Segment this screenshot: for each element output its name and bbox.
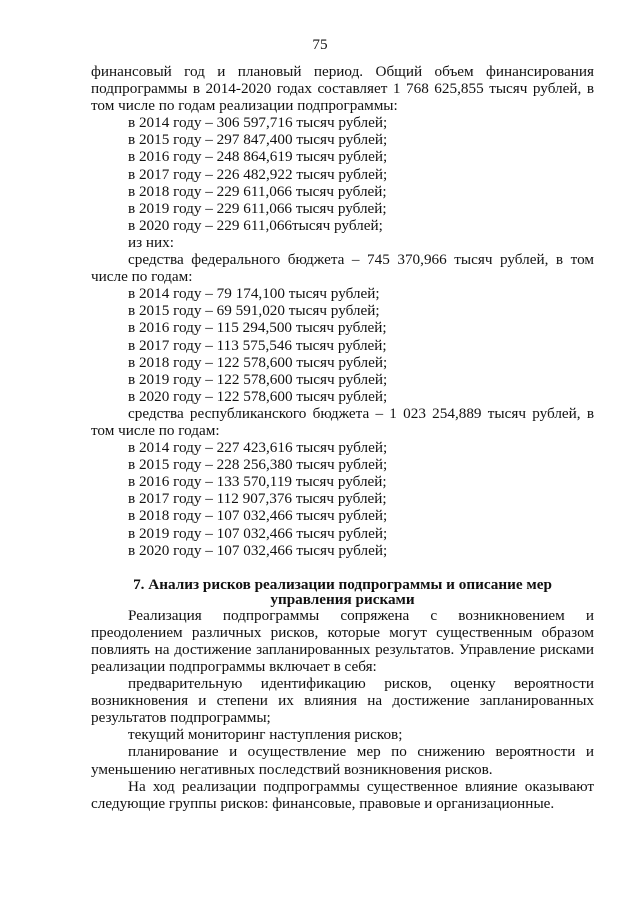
list-item: в 2019 году – 107 032,466 тысяч рублей; (128, 524, 388, 542)
republic-budget-paragraph: средства республиканского бюджета – 1 023 254,889 тысяч рублей, в том числе по годам: (91, 404, 594, 439)
list-item: в 2017 году – 112 907,376 тысяч рублей; (128, 490, 387, 508)
list-item: в 2014 году – 79 174,100 тысяч рублей; (128, 285, 380, 303)
page-number: 75 (312, 36, 328, 53)
document-body (91, 63, 594, 812)
risk-paragraph: планирование и осуществление мер по снижению вероятности и уменьшению негативных последствий возникновения рисков. (91, 743, 594, 778)
federal-funding-list (91, 285, 594, 405)
list-item: в 2015 году – 69 591,020 тысяч рублей; (128, 302, 380, 320)
total-funding-list (91, 114, 594, 234)
funding-intro-paragraph: финансовый год и плановый период. Общий объем финансирования подпрограммы в 2014-2020 годах составляет 1 768 625,855 тысяч рублей, в том числе по годам реализации подпрограммы: (91, 63, 594, 115)
list-item: в 2014 году – 227 423,616 тысяч рублей; (128, 439, 388, 457)
section-heading-line-2: управления рисками (270, 590, 415, 608)
list-item: в 2020 году – 107 032,466 тысяч рублей; (128, 541, 388, 559)
list-item: в 2019 году – 229 611,066 тысяч рублей; (128, 199, 387, 217)
list-item: в 2018 году – 107 032,466 тысяч рублей; (128, 507, 388, 525)
list-item: в 2015 году – 297 847,400 тысяч рублей; (128, 131, 388, 149)
federal-budget-paragraph: средства федерального бюджета – 745 370,966 тысяч рублей, в том числе по годам: (91, 251, 594, 286)
risk-paragraph: предварительную идентификацию рисков, оценку вероятности возникновения и степени их влияния на достижение запланированных результатов подпрограммы; (91, 675, 594, 727)
list-item: в 2016 году – 248 864,619 тысяч рублей; (128, 148, 388, 166)
list-item: в 2016 году – 115 294,500 тысяч рублей; (128, 319, 387, 337)
of-which-label: из них: (128, 233, 174, 251)
list-item: в 2014 году – 306 597,716 тысяч рублей; (128, 114, 388, 132)
section-heading-line-1: 7. Анализ рисков реализации подпрограммы и описание мер (133, 575, 552, 593)
list-item: в 2020 году – 229 611,066тысяч рублей; (128, 216, 383, 234)
list-item: в 2016 году – 133 570,119 тысяч рублей; (128, 473, 387, 491)
list-item: в 2018 году – 229 611,066 тысяч рублей; (128, 182, 387, 200)
list-item: в 2017 году – 226 482,922 тысяч рублей; (128, 165, 388, 183)
list-item: в 2017 году – 113 575,546 тысяч рублей; (128, 336, 387, 354)
risk-paragraph: Реализация подпрограммы сопряжена с возникновением и преодолением различных рисков, которые могут существенным образом повлиять на достижение запланированных результатов. Управление рисками реализации подпрограммы включает в себя: (91, 606, 594, 675)
risk-paragraph: текущий мониторинг наступления рисков; (128, 726, 403, 744)
list-item: в 2020 году – 122 578,600 тысяч рублей; (128, 387, 388, 405)
list-item: в 2019 году – 122 578,600 тысяч рублей; (128, 370, 388, 388)
republic-funding-list (91, 439, 594, 559)
risk-paragraph: На ход реализации подпрограммы существенное влияние оказывают следующие группы рисков: финансовые, правовые и организационные. (91, 777, 594, 812)
section-gap (91, 559, 594, 577)
list-item: в 2018 году – 122 578,600 тысяч рублей; (128, 353, 388, 371)
list-item: в 2015 году – 228 256,380 тысяч рублей; (128, 456, 388, 474)
